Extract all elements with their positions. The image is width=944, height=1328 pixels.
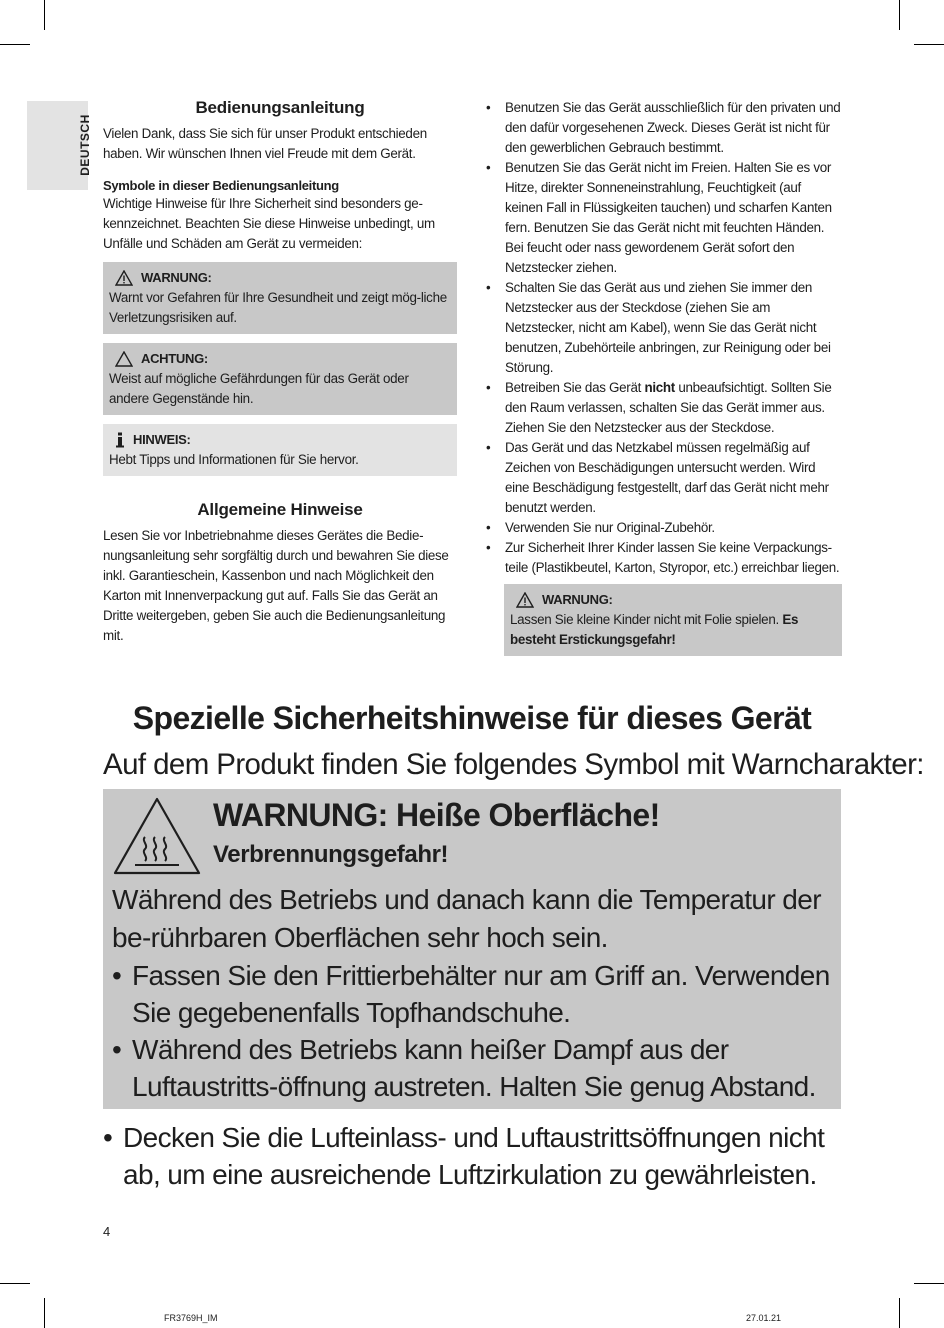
warning-triangle-icon — [115, 351, 133, 367]
hot-surface-text: Während des Betriebs und danach kann die Temperatur der be-rührbaren Oberflächen sehr hoch sein. — [112, 884, 821, 953]
crop-mark — [914, 1283, 944, 1284]
warning-box — [103, 262, 457, 334]
crop-mark — [0, 44, 30, 45]
language-tab-label: DEUTSCH — [78, 114, 92, 176]
ventilation-list — [103, 1119, 843, 1193]
caution-label: ACHTUNG: — [141, 351, 208, 366]
list-item: • Schalten Sie das Gerät aus und ziehen Sie immer den Netzstecker aus der Steckdose (ziehen Sie am Netzstecker, nicht am Kabel), wenn Sie das Gerät nicht benutzen, Zubehörteile anbringen, zur Reinigung oder bei Störung. — [486, 278, 842, 378]
info-icon — [115, 432, 125, 448]
language-tab — [27, 101, 92, 190]
hot-surface-icon — [111, 795, 203, 877]
footer-doc-id: FR3769H_IM — [164, 1313, 218, 1323]
list-item: • Verwenden Sie nur Original-Zubehör. — [486, 518, 842, 538]
crop-mark — [914, 44, 944, 45]
symbols-heading: Symbole in dieser Bedienungsanleitung — [103, 178, 339, 193]
note-label: HINWEIS: — [133, 432, 191, 447]
list-item-bold: nicht — [644, 380, 675, 395]
section-title-manual: Bedienungsanleitung — [195, 98, 365, 117]
safety-list — [486, 98, 842, 578]
left-column — [103, 98, 457, 646]
warning-triangle-icon — [115, 270, 133, 286]
list-item — [486, 378, 842, 438]
list-item: • Während des Betriebs kann heißer Dampf aus der Luftaustritts-öffnung austreten. Halten Sie genug Abstand. — [112, 1031, 837, 1105]
child-warning-plain: Lassen Sie kleine Kinder nicht mit Folie spielen. — [510, 612, 783, 627]
section-title-general: Allgemeine Hinweise — [197, 500, 363, 519]
warning-label: WARNUNG: — [141, 270, 212, 285]
footer-date: 27.01.21 — [746, 1313, 782, 1323]
symbols-text: Wichtige Hinweise für Ihre Sicherheit sind besonders ge-kennzeichnet. Beachten Sie diese Hinweise unbedingt, um Unfälle und Schäden am Gerät zu vermeiden: — [103, 196, 435, 251]
child-warning-text — [510, 610, 836, 650]
hot-surface-title: WARNUNG: Heiße Oberfläche! — [213, 797, 660, 833]
special-subtitle: Auf dem Produkt finden Sie folgendes Symbol mit Warncharakter: — [103, 748, 924, 781]
list-item: • Zur Sicherheit Ihrer Kinder lassen Sie keine Verpackungs-teile (Plastikbeutel, Karton, Styropor, etc.) erreichbar liegen. — [486, 538, 842, 578]
caution-text: Weist auf mögliche Gefährdungen für das Gerät oder andere Gegenstände hin. — [109, 371, 409, 406]
burn-risk-label: Verbrennungsgefahr! — [213, 841, 449, 868]
list-item: • Das Gerät und das Netzkabel müssen regelmäßig auf Zeichen von Beschädigungen untersucht werden. Wird eine Beschädigung festgestellt, darf das Gerät nicht mehr benutzt werden. — [486, 438, 842, 518]
crop-mark — [0, 1283, 30, 1284]
crop-mark — [899, 1298, 900, 1328]
special-title: Spezielle Sicherheitshinweise für dieses Gerät — [132, 700, 812, 736]
crop-mark — [44, 0, 45, 30]
crop-mark — [44, 1298, 45, 1328]
list-item: • Benutzen Sie das Gerät nicht im Freien. Halten Sie es vor Hitze, direkter Sonneneinstrahlung, Feuchtigkeit (auf keinen Fall in Flüssigkeiten tauchen) und scharfen Kanten fern. Benutzen Sie das Gerät nicht mit feuchten Händen. Bei feucht oder nass gewordenem Gerät sofort den Netzstecker ziehen. — [486, 158, 842, 278]
warning-text: Warnt vor Gefahren für Ihre Gesundheit und zeigt mög-liche Verletzungsrisiken auf. — [109, 290, 447, 325]
warning-triangle-icon — [516, 592, 534, 608]
list-item: • Fassen Sie den Frittierbehälter nur am Griff an. Verwenden Sie gegebenenfalls Topfhandschuhe. — [112, 957, 837, 1031]
note-box — [103, 424, 457, 476]
right-column — [486, 98, 842, 665]
page-number: 4 — [103, 1224, 111, 1239]
crop-mark — [899, 0, 900, 30]
list-item-text: Betreiben Sie das Gerät — [505, 380, 645, 395]
note-text: Hebt Tipps und Informationen für Sie hervor. — [109, 452, 359, 467]
warning-label: WARNUNG: — [542, 592, 613, 607]
list-item: • Decken Sie die Lufteinlass- und Luftaustrittsöffnungen nicht ab, um eine ausreichende Luftzirkulation zu gewährleisten. — [103, 1119, 843, 1193]
caution-box — [103, 343, 457, 415]
child-warning-bold: Es besteht Erstickungsgefahr! — [510, 612, 799, 647]
list-item-text: unbeaufsichtigt. Sollten Sie den Raum verlassen, schalten Sie das Gerät immer aus. Ziehen Sie den Netzstecker aus der Steckdose. — [505, 380, 832, 435]
list-item: • Benutzen Sie das Gerät ausschließlich für den privaten und den dafür vorgesehenen Zweck. Dieses Gerät ist nicht für den gewerblichen Gebrauch bestimmt. — [486, 98, 842, 158]
intro-text: Vielen Dank, dass Sie sich für unser Produkt entschieden haben. Wir wünschen Ihnen viel Freude mit dem Gerät. — [103, 126, 427, 161]
hot-surface-list — [112, 957, 837, 1105]
child-warning-box — [504, 584, 842, 656]
general-text: Lesen Sie vor Inbetriebnahme dieses Gerätes die Bedie-nungsanleitung sehr sorgfältig durch und bewahren Sie diese inkl. Garantieschein, Kassenbon und nach Möglichkeit den Karton mit Innenverpackung gut auf. Falls Sie das Gerät an Dritte weitergeben, geben Sie auch die Bedienungsanleitung mit. — [103, 528, 449, 643]
hot-surface-warning-box — [103, 789, 841, 1109]
